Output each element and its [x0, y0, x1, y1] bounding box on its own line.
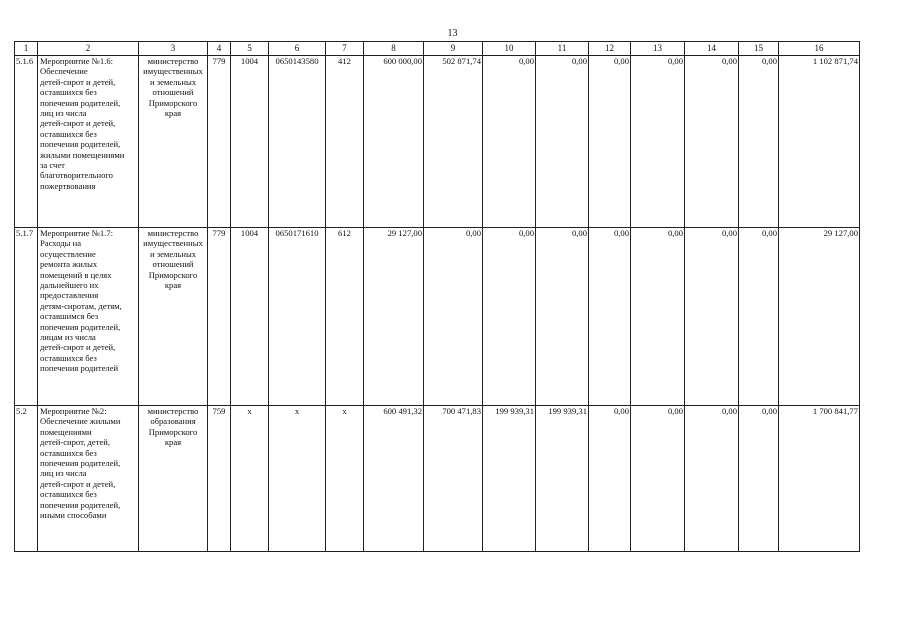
expense-type-code: x: [326, 406, 364, 552]
section-code: 1004: [231, 228, 269, 406]
activity-name: Мероприятие №1.7: Расходы на осуществление ремонта жилых помещений в целях дальнейшего их предоставления детям-сиротам, детям, оставшимся без попечения родителей, лицам из числа детей-сирот и детей, оставшихся без попечения родителей: [38, 228, 139, 406]
activity-name: Мероприятие №1.6: Обеспечение детей-сирот и детей, оставшихся без попечения родителей, лиц из числа детей-сирот и детей, оставшихся без попечения родителей, жилыми помещениями за счет благотворительного пожертвования: [38, 56, 139, 228]
column-header: 7: [326, 42, 364, 56]
column-header: 4: [208, 42, 231, 56]
table-row: [15, 228, 860, 406]
amount-cell: 0,00: [739, 228, 779, 406]
amount-cell: 0,00: [739, 406, 779, 552]
column-header: 6: [269, 42, 326, 56]
page-number: 13: [447, 28, 458, 39]
column-header: 12: [589, 42, 631, 56]
responsible-executor: министерство имущественных и земельных отношений Приморского края: [139, 228, 208, 406]
row-number: 5.1.7: [15, 228, 38, 406]
amount-cell: 0,00: [424, 228, 483, 406]
activity-name: Мероприятие №2: Обеспечение жилыми помещениями детей-сирот, детей, оставшихся без попечения родителей, лиц из числа детей-сирот и детей, оставшихся без попечения родителей, иными способами: [38, 406, 139, 552]
amount-cell: 600 491,32: [364, 406, 424, 552]
column-number-row: [15, 42, 860, 56]
target-article-code: x: [269, 406, 326, 552]
table-row: [15, 406, 860, 552]
amount-cell: 199 939,31: [536, 406, 589, 552]
target-article-code: 0650171610: [269, 228, 326, 406]
column-header: 1: [15, 42, 38, 56]
total-amount-cell: 1 700 841,77: [779, 406, 860, 552]
ministry-code: 779: [208, 56, 231, 228]
amount-cell: 0,00: [739, 56, 779, 228]
column-header: 15: [739, 42, 779, 56]
amount-cell: 0,00: [536, 56, 589, 228]
column-header: 2: [38, 42, 139, 56]
responsible-executor: министерство имущественных и земельных отношений Приморского края: [139, 56, 208, 228]
column-header: 16: [779, 42, 860, 56]
amount-cell: 0,00: [483, 228, 536, 406]
column-header: 11: [536, 42, 589, 56]
table-row: [15, 56, 860, 228]
ministry-code: 759: [208, 406, 231, 552]
section-code: 1004: [231, 56, 269, 228]
amount-cell: 700 471,83: [424, 406, 483, 552]
ministry-code: 779: [208, 228, 231, 406]
program-activities-table: [14, 41, 860, 552]
amount-cell: 0,00: [589, 56, 631, 228]
amount-cell: 0,00: [631, 56, 685, 228]
column-header: 10: [483, 42, 536, 56]
amount-cell: 0,00: [685, 228, 739, 406]
section-code: x: [231, 406, 269, 552]
amount-cell: 0,00: [685, 406, 739, 552]
amount-cell: 199 939,31: [483, 406, 536, 552]
column-header: 13: [631, 42, 685, 56]
expense-type-code: 412: [326, 56, 364, 228]
amount-cell: 0,00: [631, 228, 685, 406]
amount-cell: 0,00: [589, 406, 631, 552]
column-header: 14: [685, 42, 739, 56]
column-header: 9: [424, 42, 483, 56]
amount-cell: 0,00: [685, 56, 739, 228]
total-amount-cell: 29 127,00: [779, 228, 860, 406]
expense-type-code: 612: [326, 228, 364, 406]
column-header: 5: [231, 42, 269, 56]
row-number: 5.1.6: [15, 56, 38, 228]
amount-cell: 502 871,74: [424, 56, 483, 228]
row-number: 5.2: [15, 406, 38, 552]
column-header: 8: [364, 42, 424, 56]
amount-cell: 0,00: [483, 56, 536, 228]
amount-cell: 0,00: [631, 406, 685, 552]
total-amount-cell: 1 102 871,74: [779, 56, 860, 228]
amount-cell: 600 000,00: [364, 56, 424, 228]
target-article-code: 0650143580: [269, 56, 326, 228]
responsible-executor: министерство образования Приморского края: [139, 406, 208, 552]
column-header: 3: [139, 42, 208, 56]
amount-cell: 0,00: [536, 228, 589, 406]
amount-cell: 0,00: [589, 228, 631, 406]
amount-cell: 29 127,00: [364, 228, 424, 406]
